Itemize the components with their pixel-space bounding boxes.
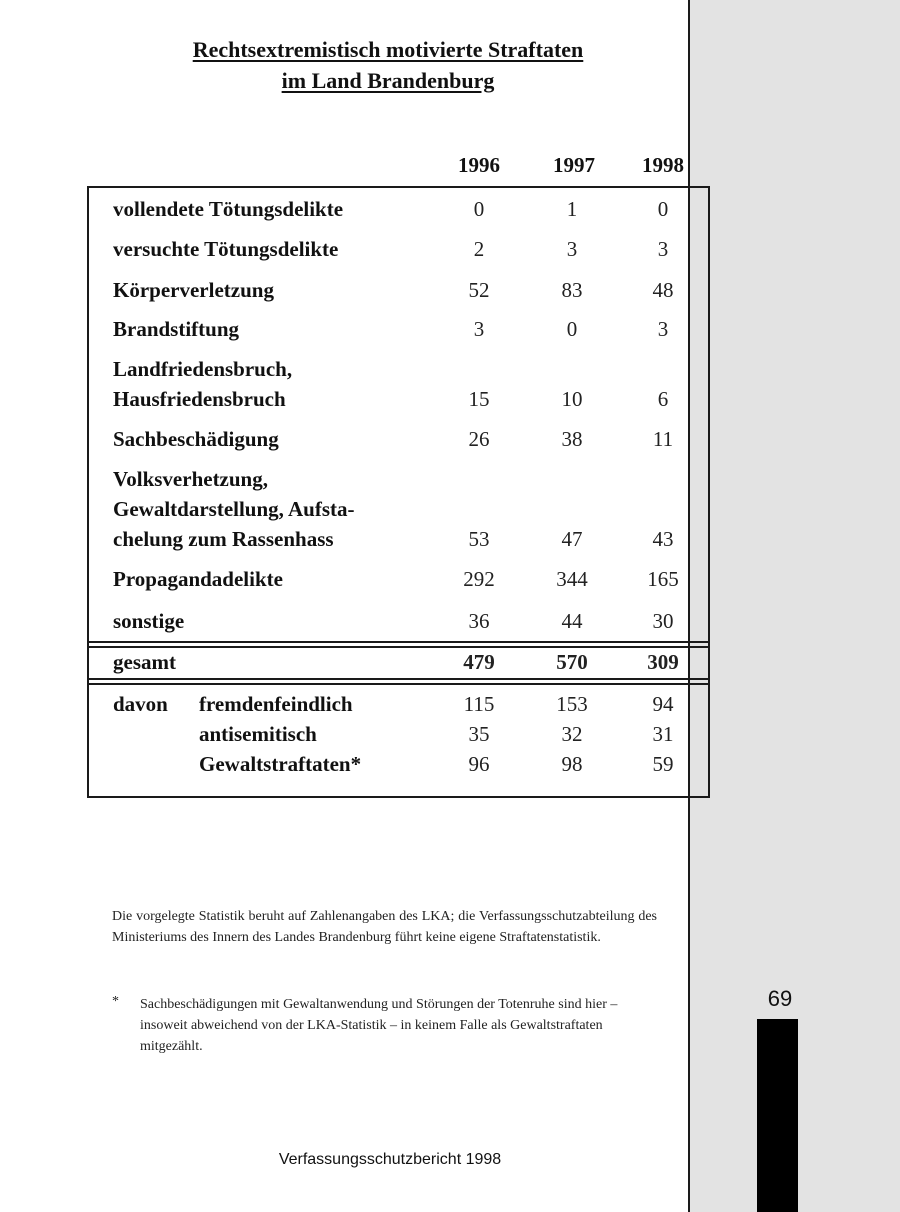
davon-label-fremdenfeindlich: fremdenfeindlich [199,692,353,716]
row-label-vollendete: vollendete Tötungsdelikte [113,197,344,221]
cell: 32 [561,722,583,746]
cell: 52 [468,278,490,302]
title-line-1: Rechtsextremistisch motivierte Straftaten [192,37,584,62]
row-label-hausfriedensbruch: Hausfriedensbruch [113,387,286,411]
row-label-landfriedensbruch: Landfriedensbruch, [113,357,293,381]
cell: 6 [657,387,669,411]
cell: 292 [463,567,495,591]
cell: 2 [473,237,485,261]
davon-label-gewaltstraftaten: Gewaltstraftaten* [199,752,362,776]
cell: 115 [463,692,495,716]
cell: 0 [566,317,578,341]
row-label-gesamt: gesamt [113,650,176,674]
cell: 44 [561,609,583,633]
cell: 94 [652,692,674,716]
cell: 10 [561,387,583,411]
row-label-sachbeschaedigung: Sachbeschädigung [113,427,279,451]
cell: 0 [657,197,669,221]
cell: 96 [468,752,490,776]
cell: 153 [556,692,588,716]
cell: 43 [652,527,674,551]
cell: 47 [561,527,583,551]
cell: 3 [657,317,669,341]
row-label-koerperverletzung: Körperverletzung [113,278,274,302]
total-cell: 570 [556,650,588,674]
row-label-volksverhetzung-3: chelung zum Rassenhass [113,527,334,551]
total-rule-top-2 [87,646,710,648]
year-header-1998: 1998 [642,153,684,177]
page-title [100,34,676,96]
cell: 3 [566,237,578,261]
page-number: 69 [767,986,793,1011]
year-header-1997: 1997 [553,153,595,177]
cell: 0 [473,197,485,221]
cell: 31 [652,722,674,746]
footnote-marker: * [112,994,119,1009]
year-header-1996: 1996 [458,153,500,177]
cell: 38 [561,427,583,451]
row-label-sonstige: sonstige [113,609,185,633]
thumb-index-tab [757,1019,798,1212]
row-label-propagandadelikte: Propagandadelikte [113,567,283,591]
cell: 3 [657,237,669,261]
page-footer: Verfassungsschutzbericht 1998 [278,1151,502,1168]
cell: 3 [473,317,485,341]
title-line-2: im Land Brandenburg [281,68,495,93]
cell: 165 [647,567,679,591]
cell: 48 [652,278,674,302]
total-rule-top-1 [87,641,710,643]
cell: 36 [468,609,490,633]
row-label-volksverhetzung-1: Volksverhetzung, [113,467,268,491]
source-note: Die vorgelegte Statistik beruht auf Zahlenangaben des LKA; die Verfassungsschutzabteilung des Ministeriums des Innern des Landes Brandenburg führt keine eigene Straftatenstatistik. [112,909,657,945]
total-rule-bottom-1 [87,678,710,680]
cell: 26 [468,427,490,451]
row-label-volksverhetzung-2: Gewaltdarstellung, Aufsta- [113,497,355,521]
total-cell: 309 [647,650,679,674]
cell: 83 [561,278,583,302]
cell: 11 [652,427,674,451]
davon-label-antisemitisch: antisemitisch [199,722,317,746]
cell: 53 [468,527,490,551]
row-label-brandstiftung: Brandstiftung [113,317,240,341]
cell: 35 [468,722,490,746]
row-label-versuchte: versuchte Tötungsdelikte [113,237,339,261]
cell: 15 [468,387,490,411]
footnote-text: Sachbeschädigungen mit Gewaltanwendung und Störungen der Totenruhe sind hier – insoweit abweichend von der LKA-Statistik – in keinem Falle als Gewaltstraftaten mitgezählt. [140,997,618,1054]
total-cell: 479 [463,650,495,674]
cell: 98 [561,752,583,776]
total-rule-bottom-2 [87,683,710,685]
cell: 1 [566,197,578,221]
cell: 30 [652,609,674,633]
cell: 344 [556,567,588,591]
davon-prefix: davon [113,692,168,716]
cell: 59 [652,752,674,776]
